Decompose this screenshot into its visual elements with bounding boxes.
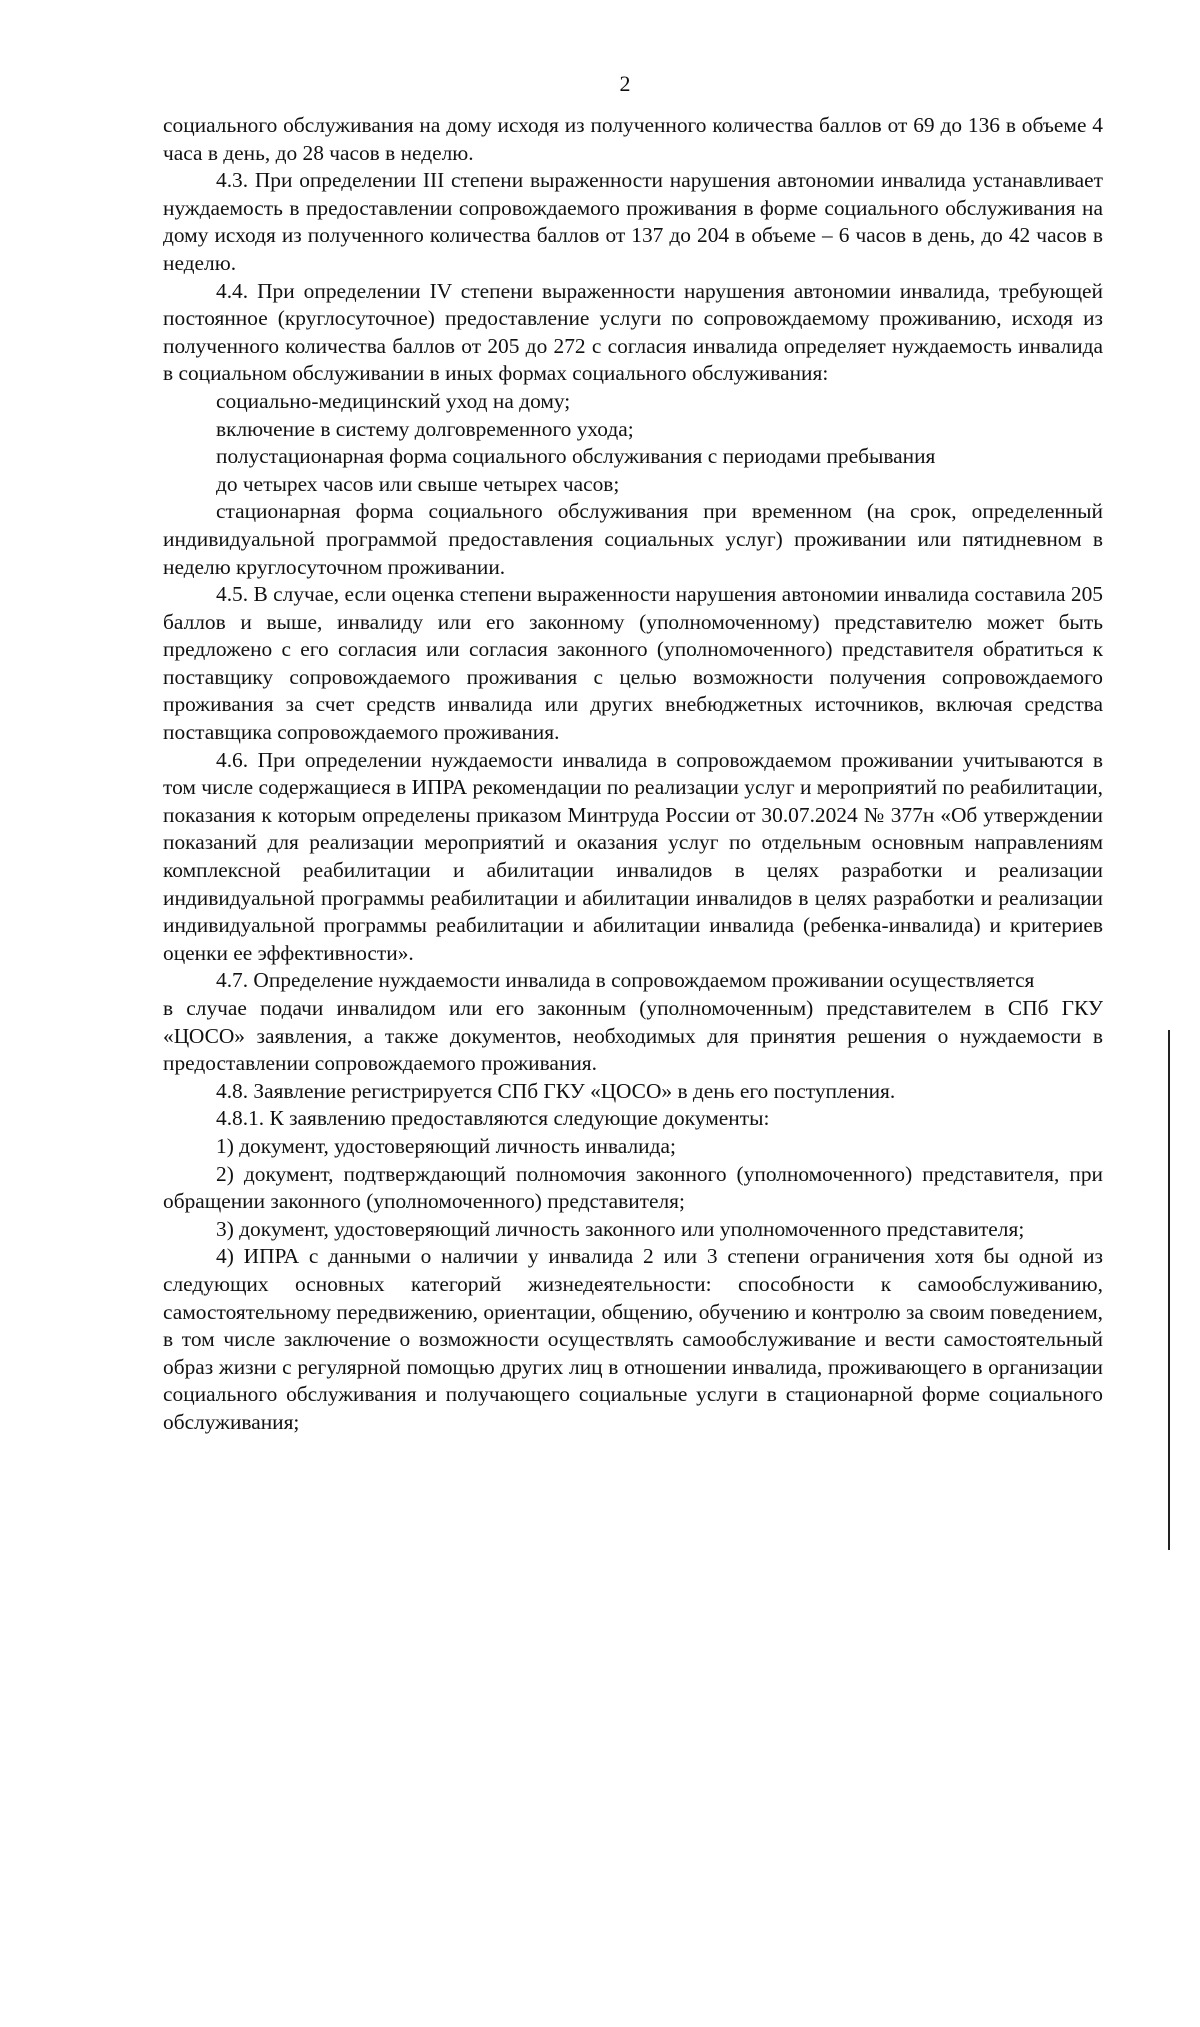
paragraph: 4.8.1. К заявлению предоставляются следующие документы: bbox=[216, 1106, 770, 1131]
paragraph: в случае подачи инвалидом или его законным (уполномоченным) представителем в СПб ГКУ «ЦОСО» заявления, а также документов, необходимых для принятия решения о нуждаемости в предоставлении сопровождаемого проживания. bbox=[163, 996, 1103, 1076]
paragraph: социального обслуживания на дому исходя из полученного количества баллов от 69 до 136 в объеме 4 часа в день, до 28 часов в неделю. bbox=[163, 113, 1103, 165]
paragraph: 4.4. При определении IV степени выраженности нарушения автономии инвалида, требующей постоянное (круглосуточное) предоставление услуги по сопровождаемому проживанию, исходя из полученного количества баллов от 205 до 272 с согласия инвалида определяет нуждаемость инвалида в социальном обслуживании в иных формах социального обслуживания: bbox=[163, 278, 1103, 386]
margin-line bbox=[1168, 1030, 1170, 1550]
paragraph: 4.5. В случае, если оценка степени выраженности нарушения автономии инвалида составила 205 баллов и выше, инвалиду или его законному (уполномоченному) представителю может быть предложено с его согласия или согласия законного (уполномоченного) представителя обратиться к поставщику сопровождаемого проживания с целью возможности получения сопровождаемого проживания за счет средств инвалида или других внебюджетных источников, включая средства поставщика сопровождаемого проживания. bbox=[163, 582, 1103, 745]
page-number: 2 bbox=[619, 71, 631, 96]
paragraph: 4.6. При определении нуждаемости инвалида в сопровождаемом проживании учитываются в том числе содержащиеся в ИПРА рекомендации по реализации услуг и мероприятий по реабилитации, показания к которым определены приказом Минтруда России от 30.07.2024 № 377н «Об утверждении показаний для реализации мероприятий и оказания услуг по отдельным основным направлениям комплексной реабилитации и абилитации инвалидов в целях разработки и реализации индивидуальной программы реабилитации и абилитации инвалидов в целях разработки и реализации индивидуальной программы реабилитации и абилитации инвалида (ребенка-инвалида) и критериев оценки ее эффективности». bbox=[163, 747, 1103, 965]
paragraph: 4.7. Определение нуждаемости инвалида в сопровождаемом проживании осуществляется bbox=[216, 968, 1035, 993]
list-item: стационарная форма социального обслуживания при временном (на срок, определенный индивидуальной программой предоставления социальных услуг) проживании или пятидневном в неделю круглосуточном проживании. bbox=[163, 499, 1103, 579]
paragraph: 4.8. Заявление регистрируется СПб ГКУ «ЦОСО» в день его поступления. bbox=[216, 1078, 896, 1103]
list-item: включение в систему долговременного ухода; bbox=[216, 416, 634, 441]
document-body bbox=[163, 112, 1103, 1437]
list-item-continuation: до четырех часов или свыше четырех часов; bbox=[216, 471, 620, 496]
list-item: 3) документ, удостоверяющий личность законного или уполномоченного представителя; bbox=[216, 1216, 1025, 1241]
list-item: полустационарная форма социального обслуживания с периодами пребывания bbox=[216, 444, 936, 469]
paragraph: 4.3. При определении III степени выраженности нарушения автономии инвалида устанавливает нуждаемость в предоставлении сопровождаемого проживания в форме социального обслуживания на дому исходя из полученного количества баллов от 137 до 204 в объеме – 6 часов в день, до 42 часов в неделю. bbox=[163, 168, 1103, 275]
list-item: 4) ИПРА с данными о наличии у инвалида 2 или 3 степени ограничения хотя бы одной из следующих основных категорий жизнедеятельности: способности к самообслуживанию, самостоятельному передвижению, ориентации, общению, обучению и контролю за своим поведением, в том числе заключение о возможности осуществлять самообслуживание и вести самостоятельный образ жизни с регулярной помощью других лиц в отношении инвалида, проживающего в организации социального обслуживания и получающего социальные услуги в стационарной форме социального обслуживания; bbox=[163, 1244, 1103, 1434]
list-item: 1) документ, удостоверяющий личность инвалида; bbox=[216, 1133, 676, 1158]
list-item: 2) документ, подтверждающий полномочия законного (уполномоченного) представителя, при обращении законного (уполномоченного) представителя; bbox=[163, 1161, 1103, 1214]
list-item: социально-медицинский уход на дому; bbox=[216, 388, 571, 413]
